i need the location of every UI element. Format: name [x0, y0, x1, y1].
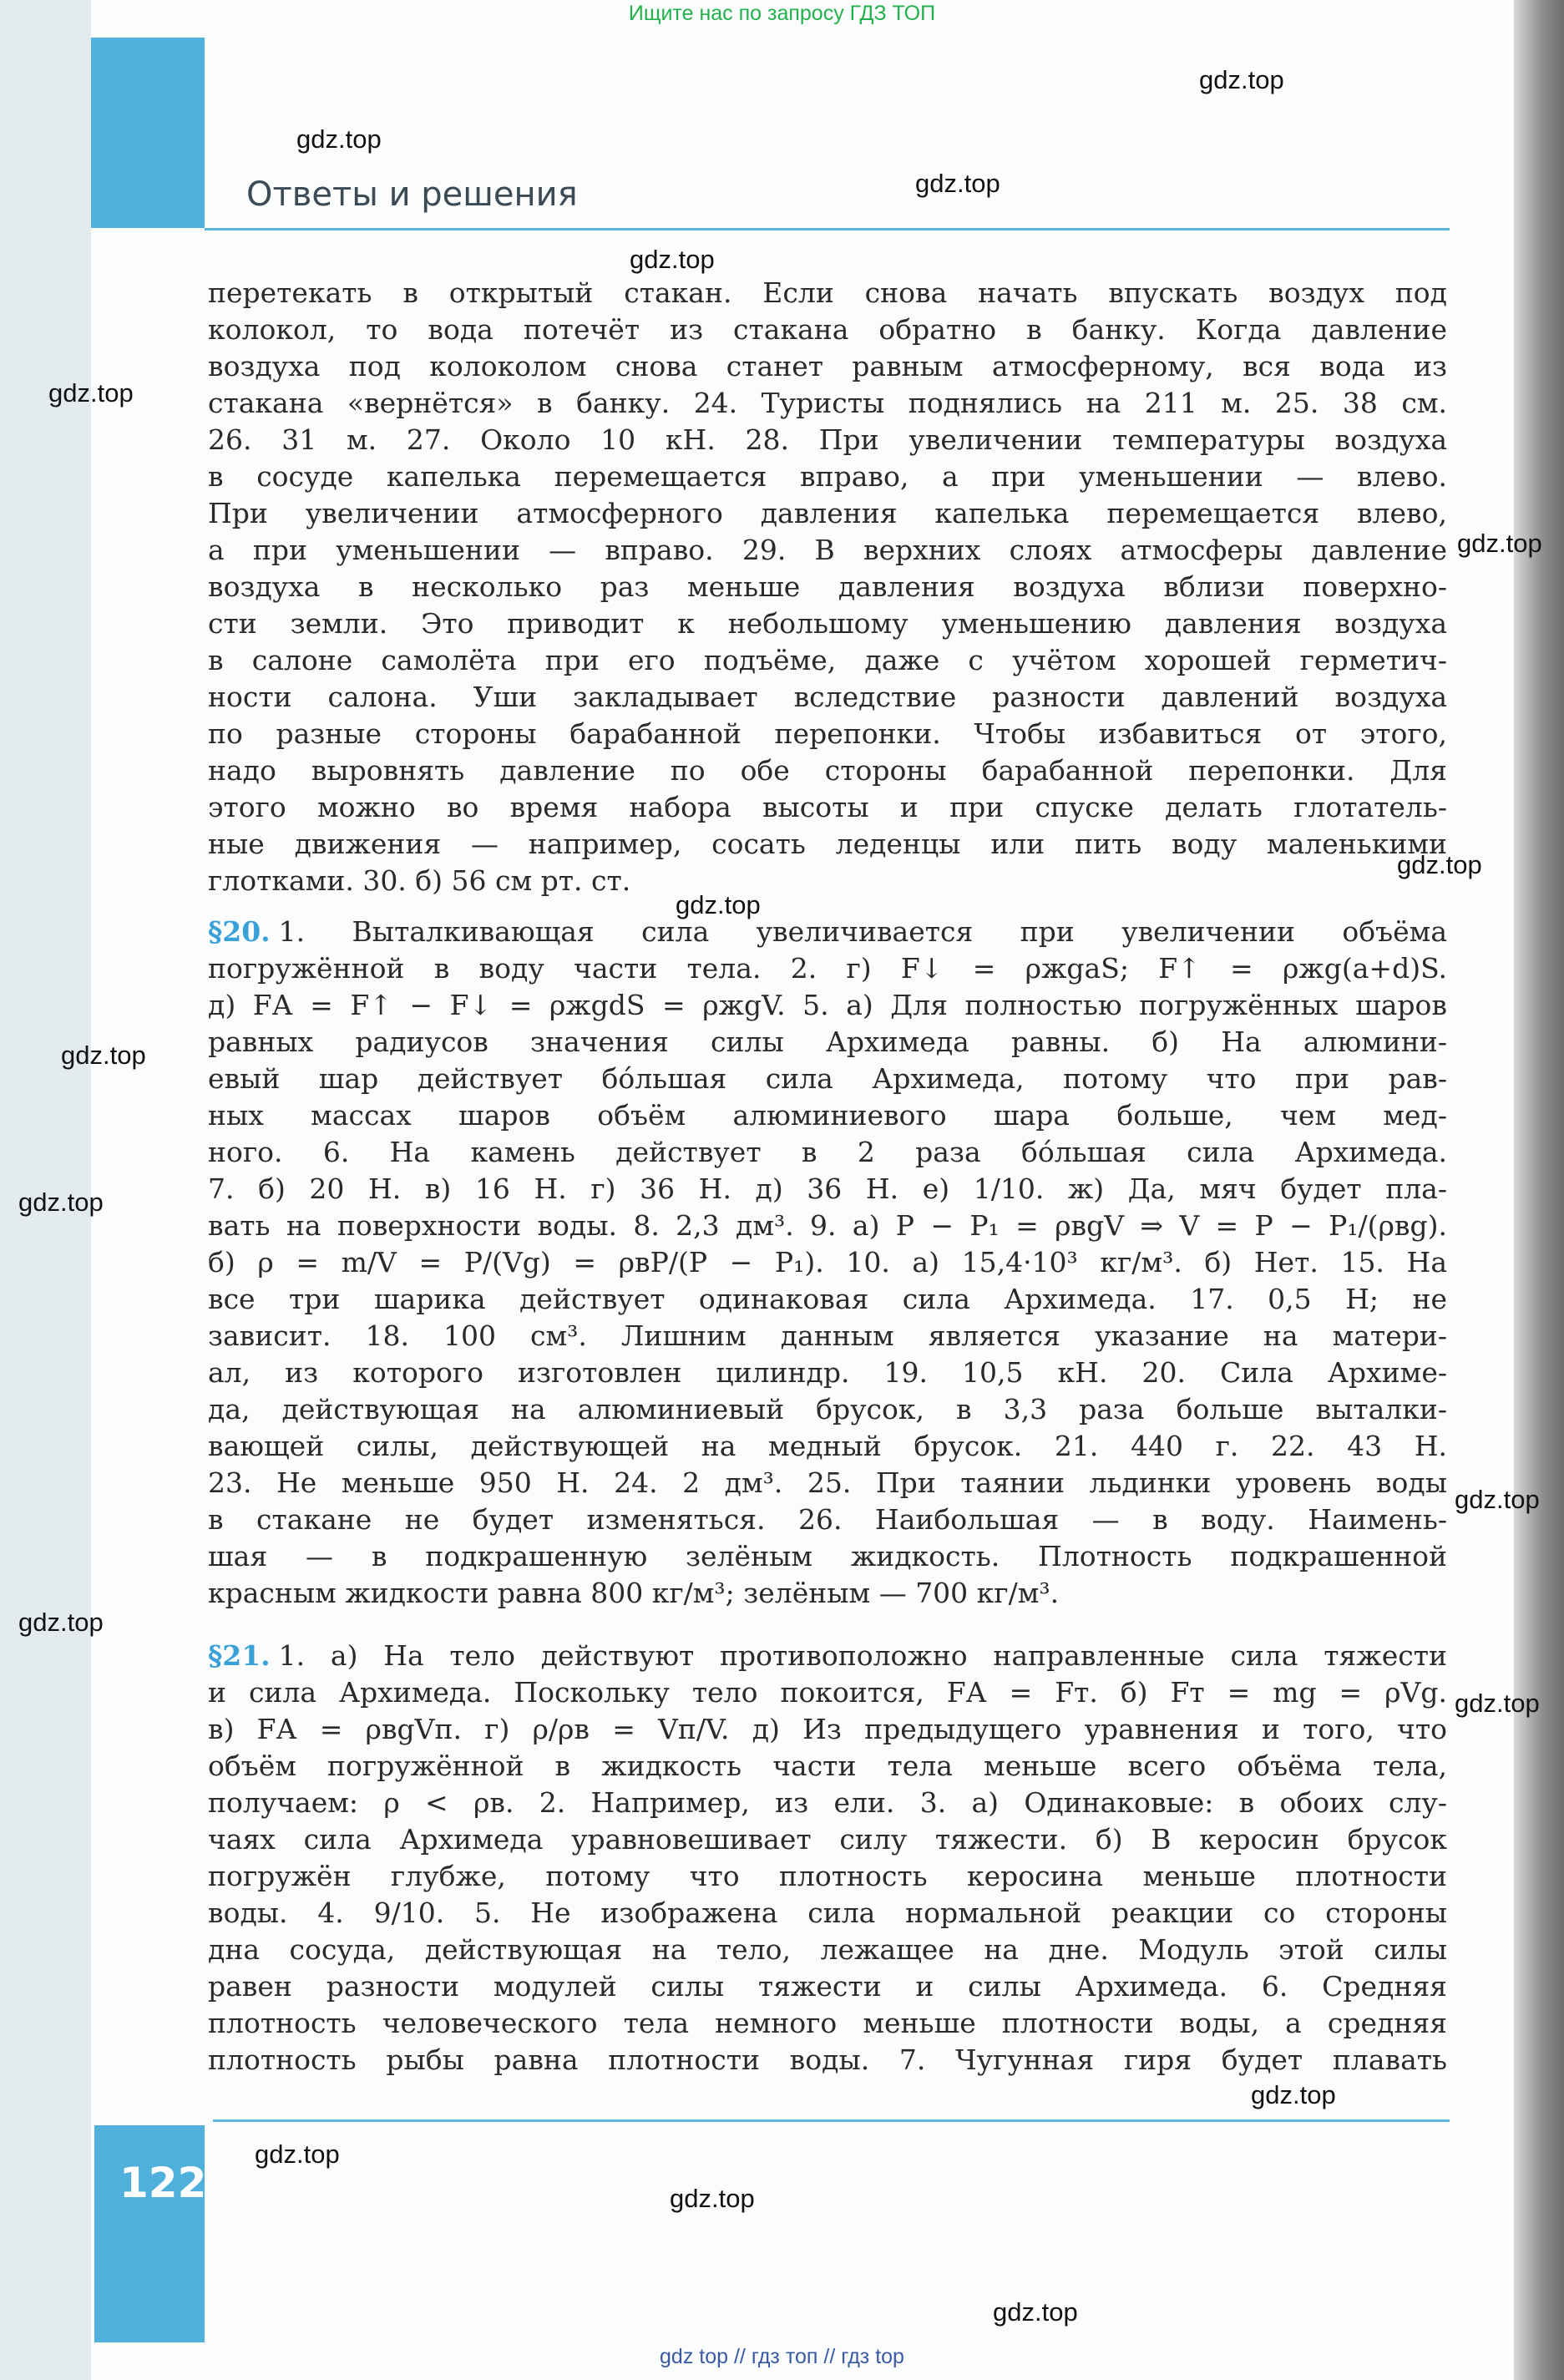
- text-line: [208, 348, 1447, 385]
- text-line: [208, 914, 1447, 950]
- watermark-link[interactable]: gdz.top: [61, 1041, 146, 1070]
- text-line: [208, 789, 1447, 826]
- text-line: [208, 752, 1447, 789]
- text-line-content: 23. Не меньше 950 Н. 24. 2 дм³. 25. При таянии льдинки уровень воды: [208, 1466, 1447, 1499]
- text-line-content: погружённой в воду части тела. 2. г) F↓ = ρжgaS; F↑ = ρжg(a+d)S.: [208, 952, 1447, 985]
- text-line: [208, 2042, 1447, 2079]
- text-line-content: воды. 4. 9/10. 5. Не изображена сила нормальной реакции со стороны: [208, 1896, 1447, 1929]
- text-line: [208, 1932, 1447, 1968]
- text-line-content: чаях сила Архимеда уравновешивает силу тяжести. б) В керосин брусок: [208, 1823, 1447, 1856]
- text-line: [208, 422, 1447, 458]
- text-line-content: вающей силы, действующей на медный брусок. 21. 440 г. 22. 43 Н.: [208, 1430, 1447, 1462]
- text-line: [208, 275, 1447, 311]
- text-line: [208, 1391, 1447, 1428]
- text-line: [208, 1171, 1447, 1208]
- watermark-link[interactable]: gdz.top: [1455, 1689, 1540, 1718]
- text-line-content: объём погружённой в жидкость части тела меньше всего объёма тела,: [208, 1750, 1447, 1782]
- text-line: [208, 950, 1447, 987]
- text-line-content: ных массах шаров объём алюминиевого шара больше, чем мед-: [208, 1099, 1447, 1132]
- text-line-content: ные движения — например, сосать леденцы или пить воду маленькими: [208, 828, 1447, 860]
- text-line: [208, 1748, 1447, 1785]
- text-line: [208, 385, 1447, 422]
- text-line-content: сти земли. Это приводит к небольшому уменьшению давления воздуха: [208, 607, 1447, 640]
- watermark-link[interactable]: gdz.top: [18, 1187, 104, 1217]
- text-line: [208, 1465, 1447, 1501]
- text-line-content: воздуха под колоколом снова станет равным атмосферному, вся вода из: [208, 350, 1447, 382]
- bottom-promo-note[interactable]: gdz top // гдз топ // гдз top: [660, 2345, 904, 2368]
- text-line-content: ал, из которого изготовлен цилиндр. 19. 10,5 кН. 20. Сила Архиме-: [208, 1356, 1447, 1389]
- answers-section-21: [208, 1638, 1447, 2079]
- text-line-content: плотность рыбы равна плотности воды. 7. Чугунная гиря будет плавать: [208, 2043, 1447, 2076]
- text-line: [208, 1821, 1447, 1858]
- text-line: [208, 1097, 1447, 1134]
- header-accent-block: [91, 38, 205, 228]
- page-binding-shadow: [1514, 0, 1564, 2380]
- watermark-link[interactable]: gdz.top: [1455, 1485, 1540, 1514]
- text-line: [208, 1061, 1447, 1097]
- text-line-content: равных радиусов значения силы Архимеда равны. б) На алюмини-: [208, 1025, 1447, 1058]
- text-line: [208, 987, 1447, 1024]
- watermark-link[interactable]: gdz.top: [1457, 529, 1542, 558]
- page-number-block: [94, 2125, 205, 2342]
- text-line: [208, 1501, 1447, 1538]
- text-line-content: и сила Архимеда. Поскольку тело покоится, FА = Fт. б) Fт = mg = ρVg.: [208, 1676, 1447, 1709]
- text-line-content: 1. а) На тело действуют противоположно направленные сила тяжести: [278, 1639, 1447, 1672]
- text-line-content: евый шар действует бóльшая сила Архимеда, потому что при рав-: [208, 1062, 1447, 1095]
- text-line-content: в стакане не будет изменяться. 26. Наибольшая — в воду. Наимень-: [208, 1503, 1447, 1536]
- text-line-content: перетекать в открытый стакан. Если снова начать впускать воздух под: [208, 276, 1447, 309]
- text-line: [208, 863, 1447, 899]
- page-number: 122: [119, 2159, 207, 2207]
- text-line-content: вать на поверхности воды. 8. 2,3 дм³. 9. а) P − P₁ = ρвgV ⇒ V = P − P₁/(ρвg).: [208, 1209, 1447, 1242]
- text-line: [208, 2005, 1447, 2042]
- text-line: [208, 1024, 1447, 1061]
- text-line: [208, 1575, 1447, 1612]
- watermark-link[interactable]: gdz.top: [993, 2297, 1078, 2327]
- text-line: [208, 1208, 1447, 1244]
- text-line: [208, 1428, 1447, 1465]
- text-line: [208, 1134, 1447, 1171]
- text-line: [208, 1674, 1447, 1711]
- text-line: [208, 1538, 1447, 1575]
- text-line-content: погружён глубже, потому что плотность керосина меньше плотности: [208, 1860, 1447, 1892]
- text-line-content: глотками. 30. б) 56 см рт. ст.: [208, 864, 631, 897]
- text-line: [208, 532, 1447, 569]
- text-line-content: в) FА = ρвgVп. г) ρ/ρв = Vп/V. д) Из предыдущего уравнения и того, что: [208, 1713, 1447, 1745]
- text-line: [208, 1711, 1447, 1748]
- page-title: Ответы и решения: [246, 175, 578, 214]
- text-line-content: 26. 31 м. 27. Около 10 кН. 28. При увеличении температуры воздуха: [208, 423, 1447, 456]
- text-line: [208, 311, 1447, 348]
- text-line-content: При увеличении атмосферного давления капелька перемещается влево,: [208, 497, 1447, 529]
- watermark-link[interactable]: gdz.top: [255, 2139, 340, 2169]
- text-line-content: красным жидкости равна 800 кг/м³; зелёным — 700 кг/м³.: [208, 1577, 1060, 1609]
- text-line-content: а при уменьшении — вправо. 29. В верхних слоях атмосферы давление: [208, 534, 1447, 566]
- watermark-link[interactable]: gdz.top: [1251, 2080, 1336, 2109]
- section-label: §21.: [208, 1639, 271, 1672]
- text-line-content: в салоне самолёта при его подъёме, даже с учётом хорошей герметич-: [208, 644, 1447, 676]
- watermark-link[interactable]: gdz.top: [630, 245, 715, 274]
- text-line-content: воздуха в несколько раз меньше давления воздуха вблизи поверхно-: [208, 570, 1447, 603]
- text-line: [208, 495, 1447, 532]
- answers-block-continued: [208, 275, 1447, 899]
- text-line-content: в сосуде капелька перемещается вправо, а при уменьшении — влево.: [208, 460, 1447, 493]
- text-line: [208, 826, 1447, 863]
- text-line-content: да, действующая на алюминиевый брусок, в 3,3 раза больше выталки-: [208, 1393, 1447, 1425]
- text-line: [208, 1895, 1447, 1932]
- text-line: [208, 1638, 1447, 1674]
- text-line-content: равен разности модулей силы тяжести и силы Архимеда. 6. Средняя: [208, 1970, 1447, 2003]
- text-line: [208, 1355, 1447, 1391]
- text-line: [208, 1785, 1447, 1821]
- header-divider: [205, 228, 1450, 230]
- text-line: [208, 605, 1447, 642]
- text-line-content: б) ρ = m/V = P/(Vg) = ρвP/(P − P₁). 10. а) 15,4·10³ кг/м³. б) Нет. 15. На: [208, 1246, 1447, 1279]
- text-line-content: стакана «вернётся» в банку. 24. Туристы поднялись на 211 м. 25. 38 см.: [208, 387, 1447, 419]
- watermark-link[interactable]: gdz.top: [670, 2184, 755, 2213]
- text-line: [208, 458, 1447, 495]
- text-line-content: зависит. 18. 100 см³. Лишним данным является указание на матери-: [208, 1319, 1447, 1352]
- footer-divider: [213, 2119, 1450, 2122]
- text-line-content: по разные стороны барабанной перепонки. Чтобы избавиться от этого,: [208, 717, 1447, 750]
- text-line-content: плотность человеческого тела немного меньше плотности воды, а средняя: [208, 2007, 1447, 2039]
- text-line-content: 1. Выталкивающая сила увеличивается при увеличении объёма: [278, 915, 1447, 948]
- text-line-content: 7. б) 20 Н. в) 16 Н. г) 36 Н. д) 36 Н. е) 1/10. ж) Да, мяч будет пла-: [208, 1172, 1447, 1205]
- text-line-content: колокол, то вода потечёт из стакана обратно в банку. Когда давление: [208, 313, 1447, 346]
- top-promo-note[interactable]: Ищите нас по запросу ГДЗ ТОП: [628, 2, 936, 25]
- text-line-content: дна сосуда, действующая на тело, лежащее на дне. Модуль этой силы: [208, 1933, 1447, 1966]
- section-label: §20.: [208, 915, 271, 948]
- watermark-link[interactable]: gdz.top: [296, 124, 382, 154]
- text-line-content: этого можно во время набора высоты и при спуске делать глотатель-: [208, 791, 1447, 823]
- text-line-content: шая — в подкрашенную зелёным жидкость. Плотность подкрашенной: [208, 1540, 1447, 1572]
- watermark-link[interactable]: gdz.top: [18, 1608, 104, 1637]
- text-line-content: все три шарика действует одинаковая сила Архимеда. 17. 0,5 Н; не: [208, 1283, 1447, 1315]
- watermark-link[interactable]: gdz.top: [1397, 850, 1482, 879]
- watermark-link[interactable]: gdz.top: [676, 890, 761, 919]
- text-line: [208, 1968, 1447, 2005]
- text-line-content: д) FА = F↑ − F↓ = ρжgdS = ρжgV. 5. а) Для полностью погружённых шаров: [208, 989, 1447, 1021]
- text-line: [208, 679, 1447, 716]
- text-line: [208, 1858, 1447, 1895]
- text-line: [208, 642, 1447, 679]
- text-line: [208, 569, 1447, 605]
- watermark-link[interactable]: gdz.top: [48, 378, 134, 408]
- text-line-content: надо выровнять давление по обе стороны барабанной перепонки. Для: [208, 754, 1447, 787]
- text-line-content: получаем: ρ < ρв. 2. Например, из ели. 3. а) Одинаковые: в обоих слу-: [208, 1786, 1447, 1819]
- text-line-content: ности салона. Уши закладывает вследствие разности давлений воздуха: [208, 681, 1447, 713]
- text-line: [208, 716, 1447, 752]
- text-line: [208, 1318, 1447, 1355]
- watermark-link[interactable]: gdz.top: [1199, 65, 1284, 94]
- text-line-content: ного. 6. На камень действует в 2 раза бóльшая сила Архимеда.: [208, 1136, 1447, 1168]
- watermark-link[interactable]: gdz.top: [915, 169, 1000, 198]
- answers-section-20: [208, 914, 1447, 1612]
- text-line: [208, 1244, 1447, 1281]
- text-line: [208, 1281, 1447, 1318]
